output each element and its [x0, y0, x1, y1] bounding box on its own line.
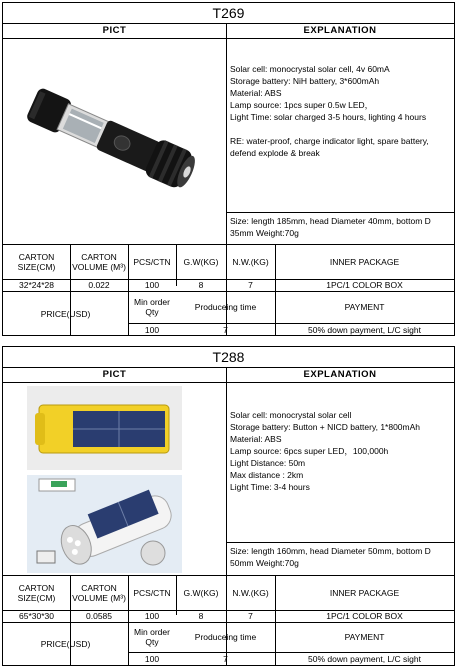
- price-label: PRICE(USD): [40, 638, 91, 649]
- col-gross-weight: G.W(KG): [183, 587, 219, 598]
- product-sheet-t269: [2, 2, 455, 336]
- product-sheet-t288: [2, 346, 455, 666]
- solar-light-image-top: [3, 383, 226, 575]
- produce-time-label: Produceing time: [194, 632, 257, 642]
- carton-volume-value: 0.022: [88, 280, 110, 290]
- gross-weight-value: 8: [198, 280, 204, 290]
- produce-time-value: 7: [223, 653, 228, 664]
- col-net-weight: N.W.(KG): [232, 256, 269, 267]
- gross-weight-value: 8: [198, 611, 204, 621]
- produce-time-label: Produceing time: [194, 302, 257, 312]
- net-weight-value: 7: [248, 280, 253, 290]
- min-order-label: Min order Qty: [134, 627, 170, 647]
- carton-size-value: 65*30*30: [19, 611, 54, 621]
- min-order-label: Min order Qty: [134, 297, 170, 317]
- solar-flashlight-image: [3, 39, 226, 244]
- model-title: T269: [212, 5, 245, 21]
- product-photo: [3, 383, 226, 575]
- explanation-text: Solar cell: monocrystal solar cell, 4v 60mA Storage battery: NiH battery, 3*600mAh Material: ABS Lamp source: 1pcs super 0.5w LED， Light Time: solar charged 3-5 hours, lighting 4 hours RE: water-proof, charge indicator light, spare battery, defend explode & break: [230, 64, 429, 158]
- col-inner-package: INNER PACKAGE: [329, 256, 400, 267]
- col-carton-volume: CARTON VOLUME (M³): [72, 582, 126, 603]
- explanation-header: EXPLANATION: [303, 368, 377, 380]
- inner-package-value: 1PC/1 COLOR BOX: [326, 611, 403, 621]
- payment-value: 50% down payment, L/C sight: [308, 653, 421, 664]
- col-carton-size: CARTON SIZE(CM): [17, 582, 56, 603]
- pict-header: PICT: [102, 24, 127, 36]
- col-carton-volume: CARTON VOLUME (M³): [72, 251, 126, 272]
- col-gross-weight: G.W(KG): [183, 256, 219, 267]
- col-pcs-ctn: PCS/CTN: [133, 587, 171, 598]
- inner-package-value: 1PC/1 COLOR BOX: [326, 280, 403, 290]
- explanation-text: Solar cell: monocrystal solar cell Storage battery: Button + NICD battery, 1*800mAh Material: ABS Lamp source: 6pcs super LED，100,000h Light Distance: 50m Max distance : 2km Light Time: 3-4 hours: [230, 410, 421, 492]
- pcs-ctn-value: 100: [144, 611, 160, 621]
- net-weight-value: 7: [248, 611, 253, 621]
- carton-volume-value: 0.0585: [86, 611, 112, 621]
- payment-label: PAYMENT: [344, 632, 385, 642]
- pcs-ctn-value: 100: [144, 280, 160, 290]
- size-text: Size: length 160mm, head Diameter 50mm, bottom D 50mm Weight:70g: [230, 546, 431, 568]
- col-net-weight: N.W.(KG): [232, 587, 269, 598]
- carton-size-value: 32*24*28: [19, 280, 54, 290]
- produce-time-value: 7: [223, 324, 228, 335]
- pict-header: PICT: [102, 368, 127, 380]
- min-order-value: 100: [144, 324, 160, 335]
- col-pcs-ctn: PCS/CTN: [133, 256, 171, 267]
- payment-value: 50% down payment, L/C sight: [308, 324, 421, 335]
- min-order-value: 100: [144, 653, 160, 664]
- price-label: PRICE(USD): [40, 308, 91, 319]
- col-carton-size: CARTON SIZE(CM): [17, 251, 56, 272]
- size-text: Size: length 185mm, head Diameter 40mm, bottom D 35mm Weight:70g: [230, 216, 431, 238]
- col-inner-package: INNER PACKAGE: [329, 587, 400, 598]
- product-photo: [3, 39, 226, 244]
- payment-label: PAYMENT: [344, 302, 385, 312]
- explanation-header: EXPLANATION: [303, 24, 377, 36]
- model-title: T288: [212, 349, 245, 365]
